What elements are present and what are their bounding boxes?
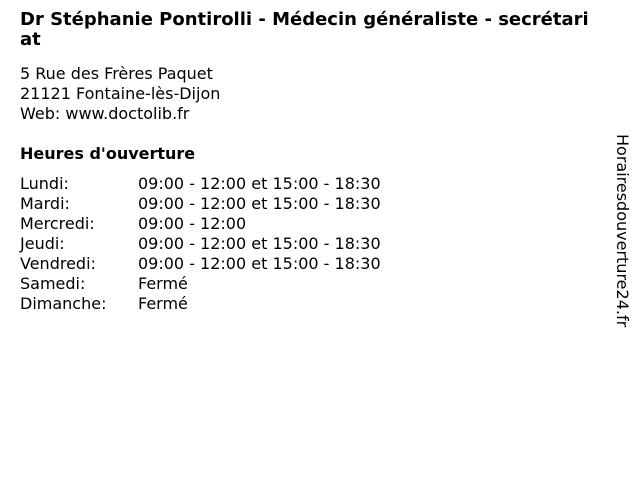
day-label: Jeudi: — [20, 234, 65, 253]
address-street: 5 Rue des Frères Paquet — [20, 64, 213, 83]
address-city: 21121 Fontaine-lès-Dijon — [20, 84, 221, 103]
day-hours: 09:00 - 12:00 et 15:00 - 18:30 — [138, 234, 381, 253]
day-hours: Fermé — [138, 274, 188, 293]
address-block — [20, 64, 220, 124]
day-label: Samedi: — [20, 274, 86, 293]
day-label: Mardi: — [20, 194, 70, 213]
hours-row-friday — [20, 254, 381, 274]
hours-row-wednesday — [20, 214, 381, 234]
hours-row-monday — [20, 174, 381, 194]
day-hours: Fermé — [138, 294, 188, 313]
day-label: Mercredi: — [20, 214, 95, 233]
day-hours: 09:00 - 12:00 et 15:00 - 18:30 — [138, 174, 381, 193]
hours-row-saturday — [20, 274, 381, 294]
hours-row-tuesday — [20, 194, 381, 214]
opening-hours-table — [20, 174, 381, 314]
day-label: Dimanche: — [20, 294, 107, 313]
site-watermark: Horairesdouverture24.fr — [613, 134, 632, 328]
hours-row-thursday — [20, 234, 381, 254]
day-hours: 09:00 - 12:00 et 15:00 - 18:30 — [138, 194, 381, 213]
address-web: Web: www.doctolib.fr — [20, 104, 190, 123]
opening-hours-heading: Heures d'ouverture — [20, 144, 196, 163]
day-hours: 09:00 - 12:00 — [138, 214, 247, 233]
day-label: Vendredi: — [20, 254, 96, 273]
day-label: Lundi: — [20, 174, 69, 193]
hours-row-sunday — [20, 294, 381, 314]
page-title: Dr Stéphanie Pontirolli - Médecin généraliste - secrétariat — [20, 9, 589, 50]
day-hours: 09:00 - 12:00 et 15:00 - 18:30 — [138, 254, 381, 273]
